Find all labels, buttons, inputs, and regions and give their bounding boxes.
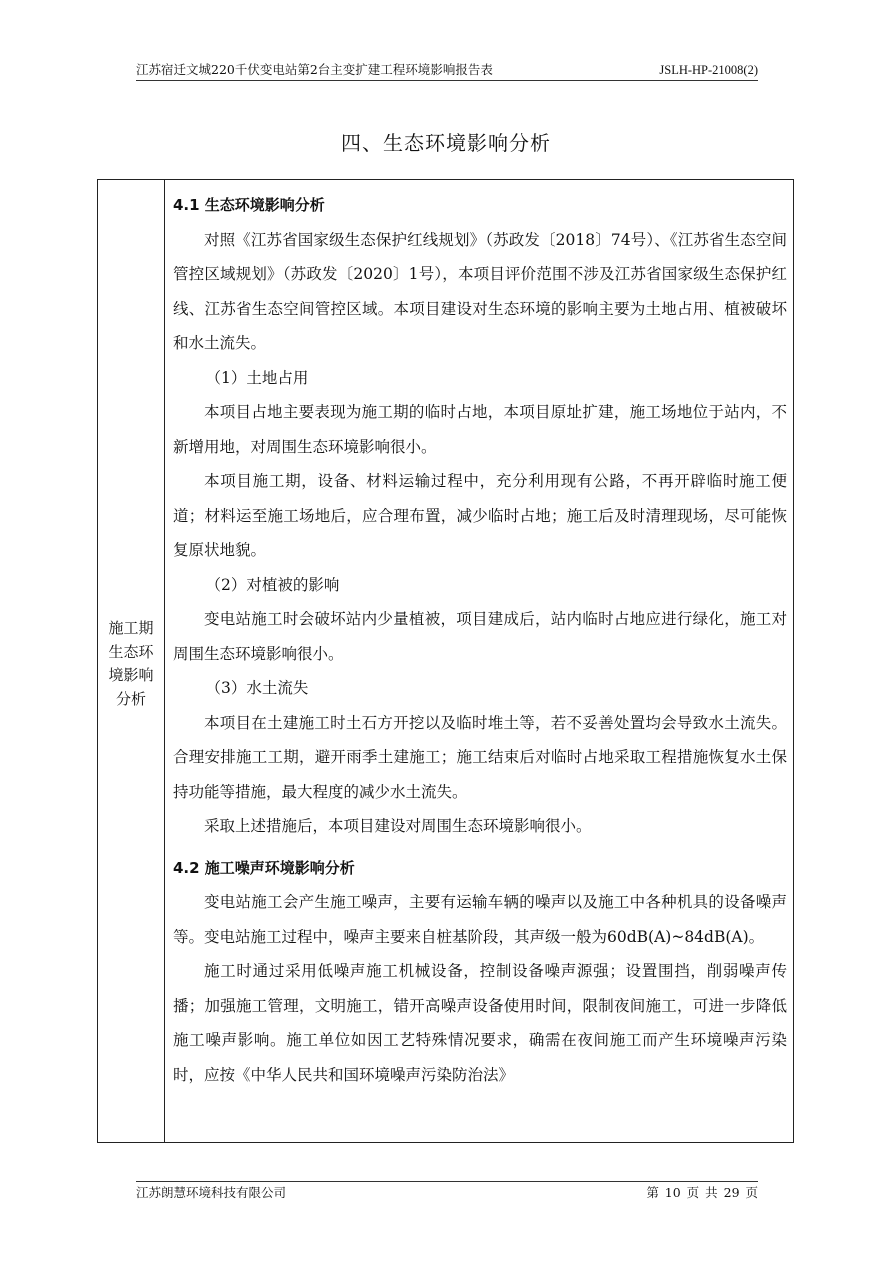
subheading-soil-erosion: （3）水土流失: [205, 679, 309, 697]
row-label-cell: [98, 180, 165, 1142]
content-cell: [173, 188, 787, 1092]
section-heading-4-2: 4.2 施工噪声环境影响分析: [173, 858, 355, 877]
section-heading-4-1: 4.1 生态环境影响分析: [173, 196, 325, 214]
page-title: 四、生态环境影响分析: [341, 131, 551, 155]
paragraph: 施工时通过采用低噪声施工机械设备，控制设备噪声源强；设置围挡，削弱噪声传播；加强施工管理，文明施工，错开高噪声设备使用时间，限制夜间施工，可进一步降低施工噪声影响。施工单位如因工艺特殊情况要求，确需在夜间施工而产生环境噪声污染时，应按《中华人民共和国环境噪声污染防治法》: [173, 962, 787, 1084]
paragraph: 本项目占地主要表现为施工期的临时占地，本项目原址扩建，施工场地位于站内，不新增用地，对周围生态环境影响很小。: [173, 403, 787, 456]
paragraph: 变电站施工会产生施工噪声，主要有运输车辆的噪声以及施工中各种机具的设备噪声等。变电站施工过程中，噪声主要来自桩基阶段，其声级一般为60dB(A)~84dB(A)。: [173, 893, 787, 946]
paragraph: 采取上述措施后，本项目建设对周围生态环境影响很小。: [204, 817, 592, 835]
paragraph: 对照《江苏省国家级生态保护红线规划》（苏政发〔2018〕74号）、《江苏省生态空间管控区域规划》（苏政发〔2020〕1号），本项目评价范围不涉及江苏省国家级生态保护红线、江苏省生态空间管控区域。本项目建设对生态环境的影响主要为土地占用、植被破坏和水土流失。: [173, 230, 787, 352]
row-label-line: 施工期: [108, 619, 154, 637]
subheading-land-use: （1）土地占用: [205, 368, 309, 387]
subheading-vegetation: （2）对植被的影响: [205, 575, 340, 594]
page-header: [136, 60, 758, 81]
row-label-line: 境影响: [108, 666, 154, 684]
analysis-table: [97, 179, 794, 1143]
paragraph: 本项目施工期，设备、材料运输过程中，充分利用现有公路，不再开辟临时施工便道；材料运至施工场地后，应合理布置，减少临时占地；施工后及时清理现场，尽可能恢复原状地貌。: [173, 472, 787, 559]
row-label-line: 生态环: [108, 642, 154, 661]
paragraph: 变电站施工时会破坏站内少量植被，项目建成后，站内临时占地应进行绿化，施工对周围生态环境影响很小。: [173, 610, 787, 663]
page-footer: [136, 1181, 758, 1203]
footer-page-number: 第 10 页 共 29 页: [646, 1185, 758, 1200]
row-label: [98, 617, 164, 711]
paragraph: 本项目在土建施工时土石方开挖以及临时堆土等，若不妥善处置均会导致水土流失。合理安排施工工期，避开雨季土建施工；施工结束后对临时占地采取工程措施恢复水土保持功能等措施，最大程度的减少水土流失。: [173, 713, 787, 801]
header-document-code: JSLH-HP-21008(2): [659, 63, 758, 77]
row-label-line: 分析: [115, 689, 146, 708]
footer-company: 江苏朗慧环境科技有限公司: [136, 1185, 287, 1200]
header-document-title: 江苏宿迁文城220千伏变电站第2台主变扩建工程环境影响报告表: [136, 62, 493, 77]
